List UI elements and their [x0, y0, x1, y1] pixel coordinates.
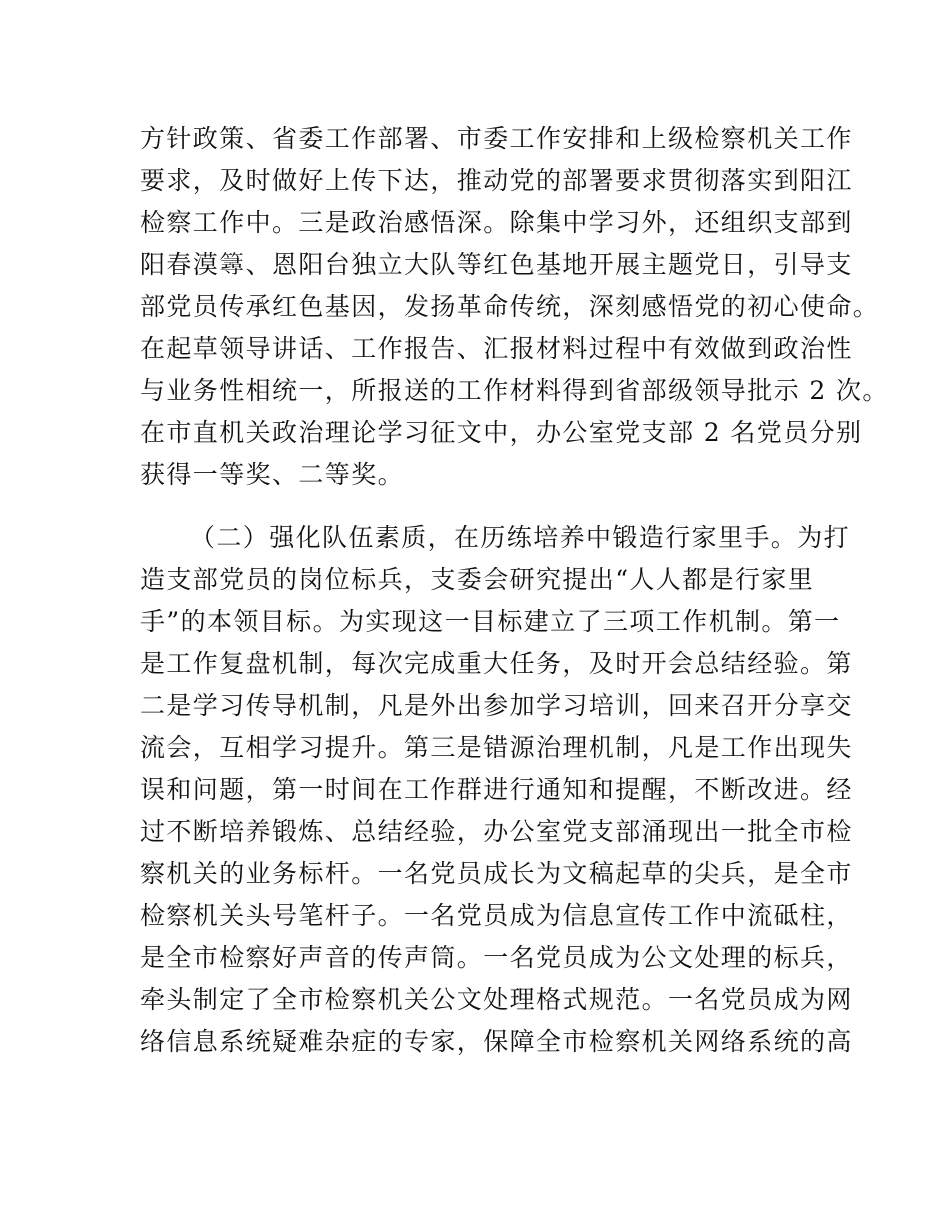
text-line: 手”的本领目标。为实现这一目标建立了三项工作机制。第一	[140, 607, 841, 636]
text-line: 牵头制定了全市检察机关公文处理格式规范。一名党员成为网	[140, 985, 853, 1014]
text-line: 在市直机关政治理论学习征文中，办公室党支部 2 名党员分别	[140, 418, 863, 447]
text-line: 要求，及时做好上传下达，推动党的部署要求贯彻落实到阳江	[140, 166, 853, 195]
text-line: 络信息系统疑难杂症的专家，保障全市检察机关网络系统的高	[140, 1027, 853, 1056]
text-line: 部党员传承红色基因，发扬革命传统，深刻感悟党的初心使命。	[140, 292, 880, 321]
text-line: 误和问题，第一时间在工作群进行通知和提醒，不断改进。经	[140, 775, 853, 804]
text-line: 是工作复盘机制，每次完成重大任务，及时开会总结经验。第	[140, 649, 853, 678]
text-line: 方针政策、省委工作部署、市委工作安排和上级检察机关工作	[140, 124, 853, 153]
section-heading-line: （二）强化队伍素质，在历练培养中锻造行家里手。为打	[190, 523, 851, 552]
text-line: 流会，互相学习提升。第三是错源治理机制，凡是工作出现失	[140, 733, 853, 762]
text-line: 检察机关头号笔杆子。一名党员成为信息宣传工作中流砥柱，	[140, 901, 853, 930]
text-line: 检察工作中。三是政治感悟深。除集中学习外，还组织支部到	[140, 208, 853, 237]
text-line: 二是学习传导机制，凡是外出参加学习培训，回来召开分享交	[140, 691, 853, 720]
text-line: 造支部党员的岗位标兵，支委会研究提出“人人都是行家里	[140, 565, 815, 594]
text-line: 是全市检察好声音的传声筒。一名党员成为公文处理的标兵，	[140, 943, 853, 972]
text-line: 与业务性相统一，所报送的工作材料得到省部级领导批示 2 次。	[140, 376, 889, 405]
text-line: 在起草领导讲话、工作报告、汇报材料过程中有效做到政治性	[140, 334, 853, 363]
text-line: 过不断培养锻炼、总结经验，办公室党支部涌现出一批全市检	[140, 817, 853, 846]
text-line: 获得一等奖、二等奖。	[140, 460, 405, 489]
text-line: 阳春漠𥳍、恩阳台独立大队等红色基地开展主题党日，引导支	[140, 250, 853, 279]
text-line: 察机关的业务标杆。一名党员成长为文稿起草的尖兵，是全市	[140, 859, 853, 888]
